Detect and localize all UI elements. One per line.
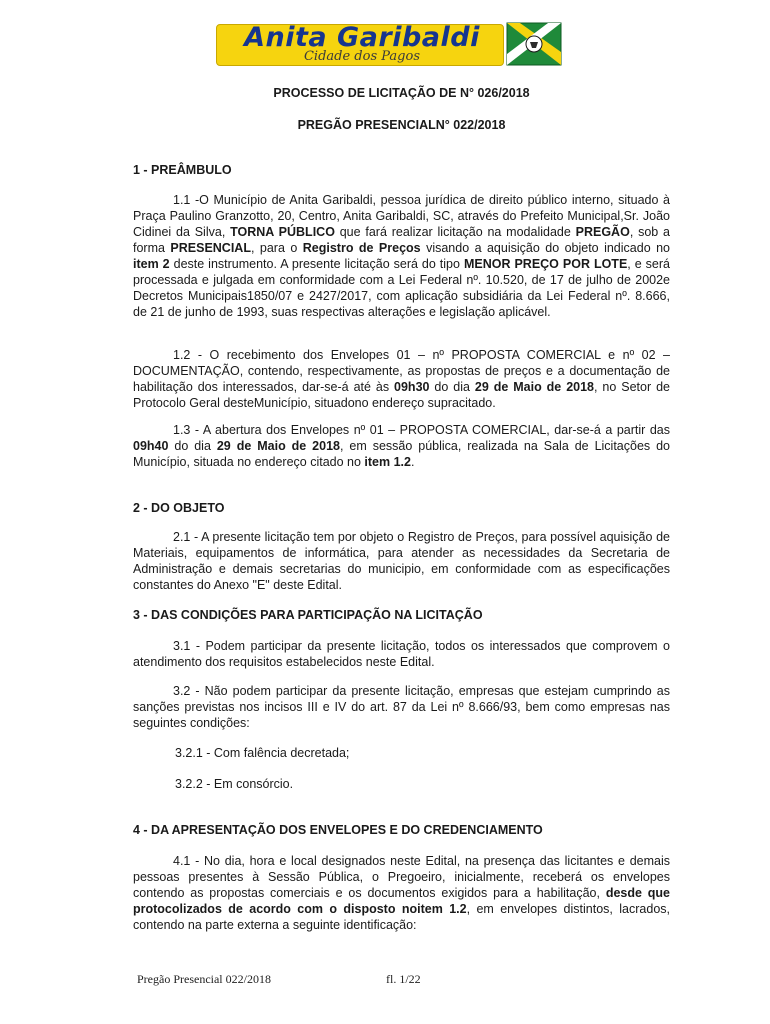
paragraph-4-1: 4.1 - No dia, hora e local designados neste Edital, na presença das licitantes e demais pessoas presentes à Sessão Pública, o Pregoeiro, inicialmente, receberá os envelopes contendo as propostas comerciais e os documentos exigidos para a habilitação, desde que protocolizados de acordo com o disposto noitem 1.2, em envelopes distintos, lacrados, contendo na parte externa a seguinte identificação: — [133, 854, 670, 932]
process-title: PROCESSO DE LICITAÇÃO DE N° 026/2018 — [273, 86, 530, 100]
logo-subtitle: Cidade dos Pagos — [303, 49, 420, 64]
section-2-title: 2 - DO OBJETO — [133, 501, 225, 515]
paragraph-3-1: 3.1 - Podem participar da presente licitação, todos os interessados que comprovem o atendimento dos requisitos estabelecidos neste Edital. — [133, 639, 670, 669]
paragraph-1-3: 1.3 - A abertura dos Envelopes nº 01 – PROPOSTA COMERCIAL, dar-se-á a partir das 09h40 do dia 29 de Maio de 2018, em sessão pública, realizada na Sala de Licitações do Município, situada no endereço citado no item 1.2. — [133, 423, 670, 469]
paragraph-3-2: 3.2 - Não podem participar da presente licitação, empresas que estejam cumprindo as sanções previstas nos incisos III e IV do art. 87 da Lei nº 8.666/93, bem como empresas nas seguintes condições: — [133, 684, 670, 730]
paragraph-2-1: 2.1 - A presente licitação tem por objeto o Registro de Preços, para possível aquisição de Materiais, equipamentos de informática, para atender as necessidades da Secretaria de Administração e demais secretarias do municipio, em conformidade com as especificações constantes do Anexo "E" deste Edital. — [133, 530, 670, 592]
logo-name: Anita Garibaldi — [244, 22, 480, 53]
section-1-title: 1 - PREÂMBULO — [133, 163, 232, 177]
municipality-logo — [216, 20, 556, 66]
section-3-title: 3 - DAS CONDIÇÕES PARA PARTICIPAÇÃO NA LICITAÇÃO — [133, 608, 483, 622]
item-3-2-1: 3.2.1 - Com falência decretada; — [175, 746, 350, 760]
paragraph-1-1: 1.1 -O Município de Anita Garibaldi, pessoa jurídica de direito público interno, situado à Praça Paulino Granzotto, 20, Centro, Anita Garibaldi, SC, através do Prefeito Municipal,Sr. João Cidinei da Silva, TORNA PÚBLICO que fará realizar licitação na modalidade PREGÃO, sob a forma PRESENCIAL, para o Registro de Preços visando a aquisição do objeto indicado no item 2 deste instrumento. A presente licitação será do tipo MENOR PREÇO POR LOTE, e será processada e julgada em conformidade com a Lei Federal nº. 10.520, de 17 de julho de 2002e Decretos Municipais1850/07 e 2427/2017, com aplicação subsidiária da Lei Federal nº. 8.666, de 21 de junho de 1993, suas respectivas alterações e legislação aplicável. — [133, 193, 670, 319]
flag-icon — [506, 22, 562, 66]
section-4-title: 4 - DA APRESENTAÇÃO DOS ENVELOPES E DO CREDENCIAMENTO — [133, 823, 543, 837]
pregao-title: PREGÃO PRESENCIALN° 022/2018 — [297, 118, 506, 132]
footer-document-label: Pregão Presencial 022/2018 — [137, 972, 271, 986]
paragraph-1-2: 1.2 - O recebimento dos Envelopes 01 – nº PROPOSTA COMERCIAL e nº 02 – DOCUMENTAÇÃO, contendo, respectivamente, as propostas de preços e a documentação de habilitação dos interessados, dar-se-á até às 09h30 do dia 29 de Maio de 2018, no Setor de Protocolo Geral desteMunicípio, situadono endereço supracitado. — [133, 348, 670, 410]
footer-page-number: fl. 1/22 — [386, 972, 421, 986]
item-3-2-2: 3.2.2 - Em consórcio. — [175, 777, 294, 791]
